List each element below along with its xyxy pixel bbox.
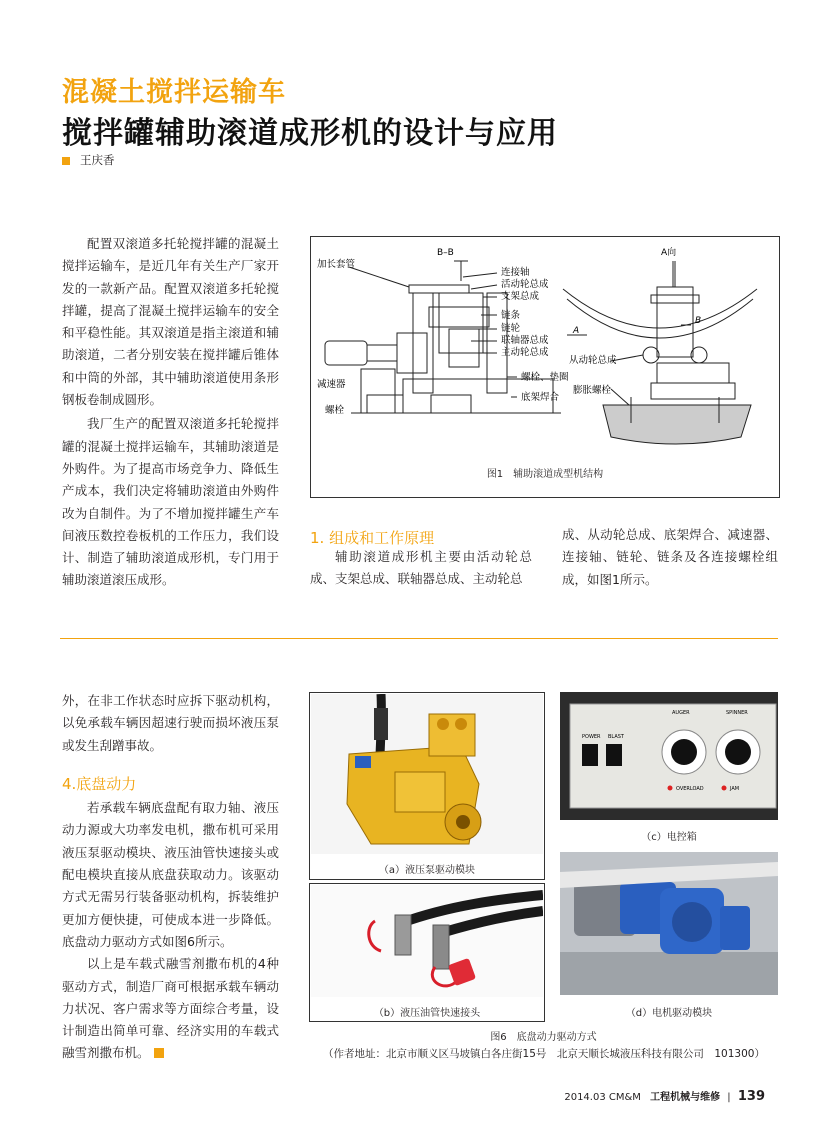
label-connecting-shaft: 连接轴	[501, 267, 530, 278]
panel-label-power: POWER	[582, 734, 601, 740]
control-box-drawing	[560, 692, 778, 820]
footer-issue: 2014.03 CM&M	[564, 1092, 641, 1103]
section-1-heading: 1. 组成和工作原理	[310, 529, 435, 547]
figure-6c-photo	[560, 692, 778, 820]
author-address: （作者地址：北京市顺义区马坡镇白各庄街15号 北京天顺长城液压科技有限公司 101300）	[323, 1048, 765, 1060]
section-1-col1	[310, 546, 532, 591]
article-title: 搅拌罐辅助滚道成形机的设计与应用	[62, 116, 558, 151]
figure-1-caption: 图1 辅助滚道成型机结构	[486, 469, 604, 480]
section-1-col2	[562, 524, 778, 591]
figure-6d-caption: （d）电机驱动模块	[625, 1008, 713, 1019]
lower-paragraph: 若承载车辆底盘配有取力轴、液压动力源或大功率发电机，撒布机可采用液压泵驱动模块、液压油管快速接头或配电模块直接从底盘获取动力。该驱动方式无需另行装备驱动机构，拆装维护更加方便快捷，可使成本进一步降低。底盘动力驱动方式如图6所示。	[62, 800, 279, 949]
motor-module-drawing	[560, 852, 778, 995]
label-base-frame: 底架焊合	[521, 392, 560, 403]
panel-label-spinner: SPINNER	[726, 710, 748, 716]
view-a-label: A向	[661, 248, 677, 258]
label-extension-sleeve: 加长套管	[317, 259, 356, 270]
intro-paragraph: 配置双滚道多托轮搅拌罐的混凝土搅拌运输车，是近几年有关生产厂家开发的一款新产品。配置双滚道多托轮搅拌罐，提高了混凝土搅拌运输车的安全和平稳性能。其双滚道是指主滚道和辅助滚道，二者分别安装在搅拌罐后锥体和中筒的外部，其中辅助滚道使用条形钢板卷制成圆形。	[62, 236, 279, 408]
label-sprocket: 链轮	[501, 323, 521, 334]
article-kicker: 混凝土搅拌运输车	[62, 77, 286, 108]
b-label: B	[695, 316, 702, 326]
figure-6b-caption: （b）液压油管快速接头	[373, 1008, 481, 1019]
footer-separator: |	[727, 1092, 731, 1103]
figure-6c-caption: （c）电控箱	[641, 832, 697, 843]
lower-column	[62, 690, 279, 1065]
label-coupling: 联轴器总成	[501, 335, 549, 346]
panel-label-overload: OVERLOAD	[676, 786, 704, 792]
figure-6d-photo	[560, 852, 778, 995]
panel-label-jam: JAM	[730, 786, 740, 792]
section-bb-label: B–B	[437, 248, 454, 258]
figure-6-caption: 图6 底盘动力驱动方式	[490, 1032, 597, 1043]
figure-6a-caption: （a）液压泵驱动模块	[378, 865, 476, 876]
author-marker-icon	[62, 157, 70, 165]
section-4-heading: 4.底盘动力	[62, 774, 137, 793]
panel-label-blast: BLAST	[608, 734, 624, 740]
quick-coupler-photo	[311, 885, 543, 997]
label-bolt-washer: 螺栓、垫圈	[521, 372, 569, 383]
panel-label-auger: AUGER	[672, 710, 690, 716]
label-chain: 链条	[501, 310, 521, 321]
page-divider	[60, 638, 778, 639]
section-1-text-cont: 成、从动轮总成、底架焊合、减速器、连接轴、链轮、链条及各连接螺栓组成，如图1所示。	[562, 527, 778, 587]
label-driven-wheel: 从动轮总成	[569, 355, 617, 366]
extension-sleeve	[409, 285, 469, 293]
label-bolt: 螺栓	[325, 405, 345, 416]
article-author: 王庆香	[80, 153, 115, 167]
label-reducer: 减速器	[317, 379, 346, 390]
lower-paragraph-text: 以上是车载式融雪剂撒布机的4种驱动方式，制造厂商可根据承载车辆动力状况、客户需求等方面综合考量，设计制造出简单可靠、经济实用的车载式融雪剂撒布机。	[62, 956, 279, 1061]
label-movable-wheel: 活动轮总成	[501, 279, 549, 290]
a-label: A	[573, 326, 580, 336]
footer-journal: 工程机械与维修	[650, 1092, 721, 1103]
section-1-text: 辅助滚道成形机主要由活动轮总成、支架总成、联轴器总成、主动轮总	[310, 549, 532, 587]
hydraulic-pump-photo	[311, 694, 543, 854]
page-footer	[564, 1088, 765, 1104]
reducer	[325, 341, 367, 365]
figure-6b-box	[309, 883, 545, 1022]
intro-paragraph: 我厂生产的配置双滚道多托轮搅拌罐的混凝土搅拌运输车，其辅助滚道是外购件。为了提高市场竞争力、降低生产成本，我们决定将辅助滚道由外购件改为自制件。为了不增加搅拌罐生产车间液压数控卷板机的工作压力，我们设计、制造了辅助滚道成形机，专门用于辅助滚道滚压成形。	[62, 416, 279, 588]
figure-6a-box	[309, 692, 545, 880]
label-bracket: 支架总成	[501, 291, 540, 302]
figure-1-box	[310, 236, 780, 498]
intro-column	[62, 233, 279, 592]
figure-1-drawing	[311, 237, 779, 462]
page-number: 139	[737, 1089, 765, 1104]
lower-paragraph	[62, 953, 279, 1064]
end-mark-icon	[154, 1048, 164, 1058]
lower-paragraph: 外，在非工作状态时应拆下驱动机构，以免承载车辆因超速行驶而损坏液压泵或发生刮蹭事故。	[62, 693, 279, 753]
label-expansion-bolt: 膨胀螺栓	[573, 385, 612, 396]
label-drive-wheel: 主动轮总成	[501, 347, 549, 358]
